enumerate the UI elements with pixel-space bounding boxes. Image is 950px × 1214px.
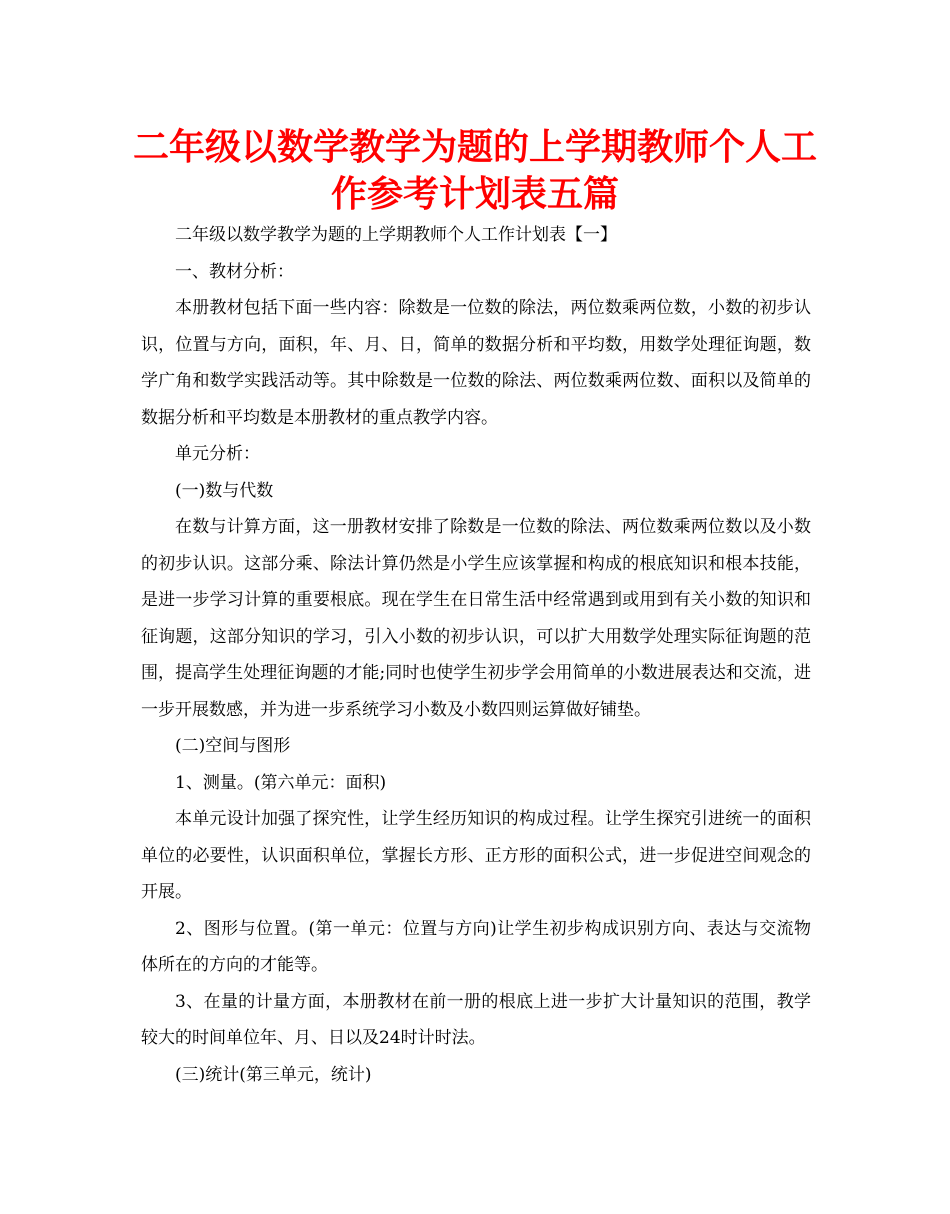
body-paragraph: 2、图形与位置。(第一单元：位置与方向)让学生初步构成识别方向、表达与交流物体所在的方向的才能等。 xyxy=(141,918,811,975)
section-heading: (二)空间与图形 xyxy=(175,736,291,756)
body-paragraph: 3、在量的计量方面，本册教材在前一册的根底上进一步扩大计量知识的范围，教学较大的时间单位年、月、日以及24时计时法。 xyxy=(141,991,811,1048)
document-body xyxy=(141,217,811,1093)
section-heading: 1、测量。(第六单元：面积) xyxy=(175,772,387,793)
body-paragraph: 本册教材包括下面一些内容：除数是一位数的除法，两位数乘两位数，小数的初步认识，位置与方向，面积，年、月、日，简单的数据分析和平均数，用数学处理征询题，数学广角和数学实践活动等。其中除数是一位数的除法、两位数乘两位数、面积以及简单的数据分析和平均数是本册教材的重点教学内容。 xyxy=(141,298,811,428)
body-paragraph: 在数与计算方面，这一册教材安排了除数是一位数的除法、两位数乘两位数以及小数的初步认识。这部分乘、除法计算仍然是小学生应该掌握和构成的根底知识和根本技能，是进一步学习计算的重要根底。现在学生在日常生活中经常遇到或用到有关小数的知识和征询题，这部分知识的学习，引入小数的初步认识，可以扩大用数学处理实际征询题的范围，提高学生处理征询题的才能;同时也使学生初步学会用简单的小数进展表达和交流，进一步开展数感，并为进一步系统学习小数及小数四则运算做好铺垫。 xyxy=(141,517,811,720)
section-heading: (一)数与代数 xyxy=(175,480,274,501)
body-paragraph: 本单元设计加强了探究性，让学生经历知识的构成过程。让学生探究引进统一的面积单位的必要性，认识面积单位，掌握长方形、正方形的面积公式，进一步促进空间观念的开展。 xyxy=(141,809,811,902)
section-heading: 二年级以数学教学为题的上学期教师个人工作计划表【一】 xyxy=(175,225,617,245)
section-heading: (三)统计(第三单元，统计) xyxy=(175,1064,372,1085)
section-heading: 单元分析： xyxy=(175,444,260,464)
section-heading: 一、教材分析： xyxy=(175,261,294,282)
document-title: 二年级以数学教学为题的上学期教师个人工作参考计划表五篇 xyxy=(132,127,817,215)
